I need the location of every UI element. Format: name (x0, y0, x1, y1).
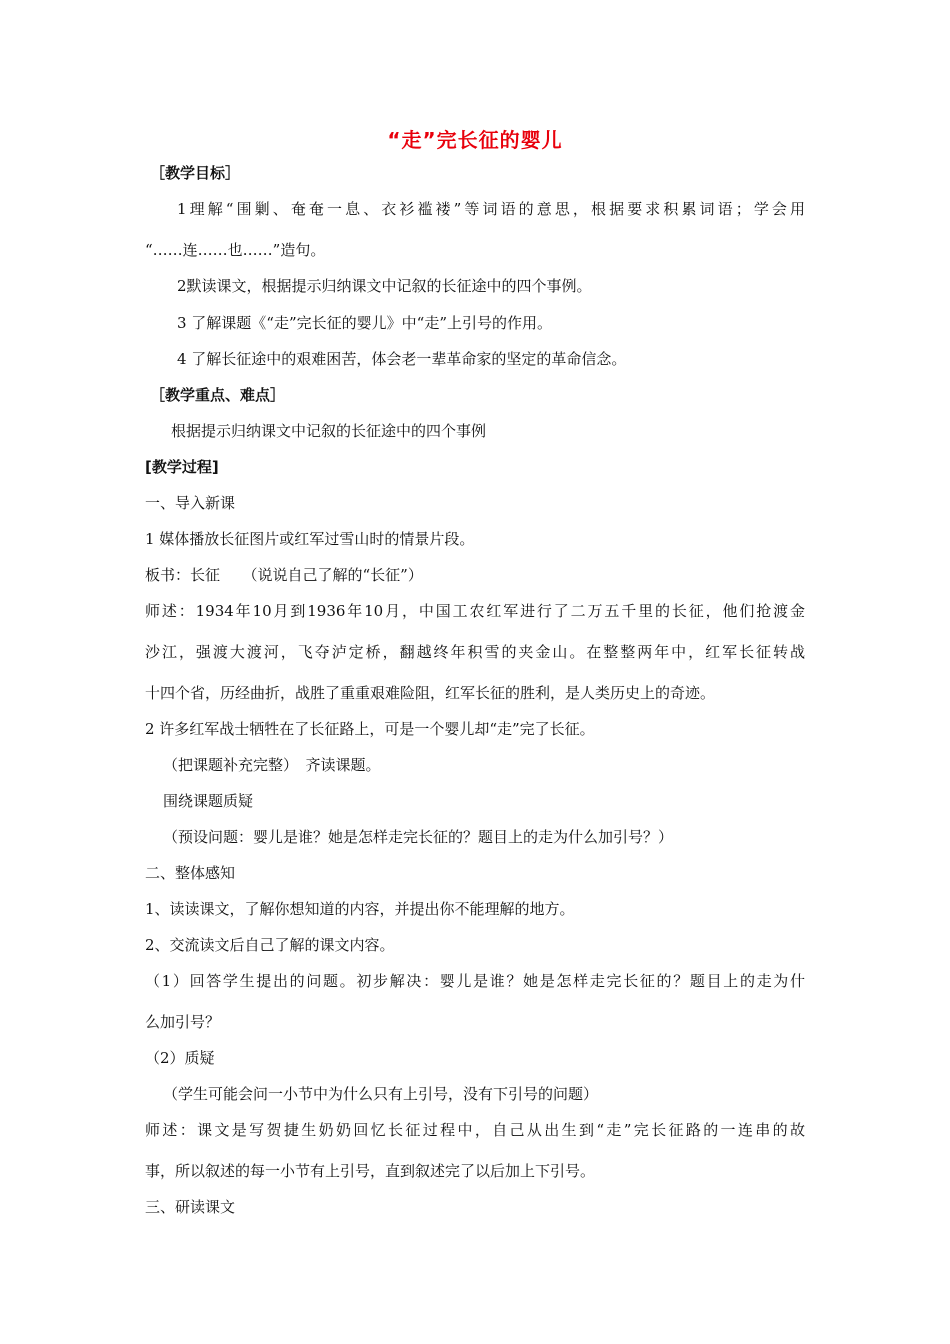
section-1-heading: 一、导入新课 (145, 494, 236, 512)
student-question-note: （学生可能会问一小节中为什么只有上引号，没有下引号的问题） (163, 1085, 599, 1103)
teacher-narration-2-line-2: 事，所以叙述的每一小节有上引号，直到叙述完了以后加上下引号。 (145, 1162, 596, 1180)
questioning-note: 围绕课题质疑 (163, 792, 254, 810)
objective-3: 3 了解课题《“走”完长征的婴儿》中“走”上引号的作用。 (177, 314, 552, 332)
objective-4: 4 了解长征途中的艰难困苦，体会老一辈革命家的坚定的革命信念。 (177, 350, 627, 368)
step-2: 2 许多红军战士牺牲在了长征路上，可是一个婴儿却“走”完了长征。 (145, 720, 595, 738)
key-points-text: 根据提示归纳课文中记叙的长征途中的四个事例 (171, 422, 487, 440)
objective-1-line-2: “……连……也……”造句。 (145, 241, 326, 259)
questioning-step: （2）质疑 (145, 1049, 215, 1067)
preset-questions: （预设问题：婴儿是谁？她是怎样走完长征的？题目上的走为什么加引号？） (163, 828, 674, 846)
objective-2: 2默读课文，根据提示归纳课文中记叙的长征途中的四个事例。 (177, 277, 592, 295)
complete-title-note: （把课题补充完整） 齐读课题。 (163, 756, 381, 774)
teacher-narration-2-line-1: 师述：课文是写贺捷生奶奶回忆长征过程中，自己从出生到“走”完长征路的一连串的故 (145, 1121, 805, 1139)
heading-process: [教学过程] (145, 458, 219, 476)
teacher-narration-1-line-1: 师述：1934年10月到1936年10月，中国工农红军进行了二万五千里的长征，他们抢渡金 (145, 602, 805, 620)
heading-objectives: ［教学目标］ (150, 164, 241, 182)
perception-step-1: 1、读读课文，了解你想知道的内容，并提出你不能理解的地方。 (145, 900, 575, 918)
answer-questions-line-1: （1）回答学生提出的问题。初步解决：婴儿是谁？她是怎样走完长征的？题目上的走为什 (145, 972, 805, 990)
section-3-heading: 三、研读课文 (145, 1198, 236, 1216)
blackboard-note: 板书：长征 （说说自己了解的“长征”） (145, 566, 423, 584)
answer-questions-line-2: 么加引号？ (145, 1013, 221, 1031)
heading-key-points: ［教学重点、难点］ (150, 386, 286, 404)
objective-1-line-1: 1理解“围剿、奄奄一息、衣衫褴褛”等词语的意思，根据要求积累词语；学会用 (177, 200, 805, 218)
teacher-narration-1-line-2: 沙江，强渡大渡河，飞夺泸定桥，翻越终年积雪的夹金山。在整整两年中，红军长征转战 (145, 643, 805, 661)
step-1: 1 媒体播放长征图片或红军过雪山时的情景片段。 (145, 530, 475, 548)
teacher-narration-1-line-3: 十四个省，历经曲折，战胜了重重艰难险阻，红军长征的胜利，是人类历史上的奇迹。 (145, 684, 716, 702)
document-title: “走”完长征的婴儿 (387, 128, 563, 152)
perception-step-2: 2、交流读文后自己了解的课文内容。 (145, 936, 395, 954)
section-2-heading: 二、整体感知 (145, 864, 236, 882)
